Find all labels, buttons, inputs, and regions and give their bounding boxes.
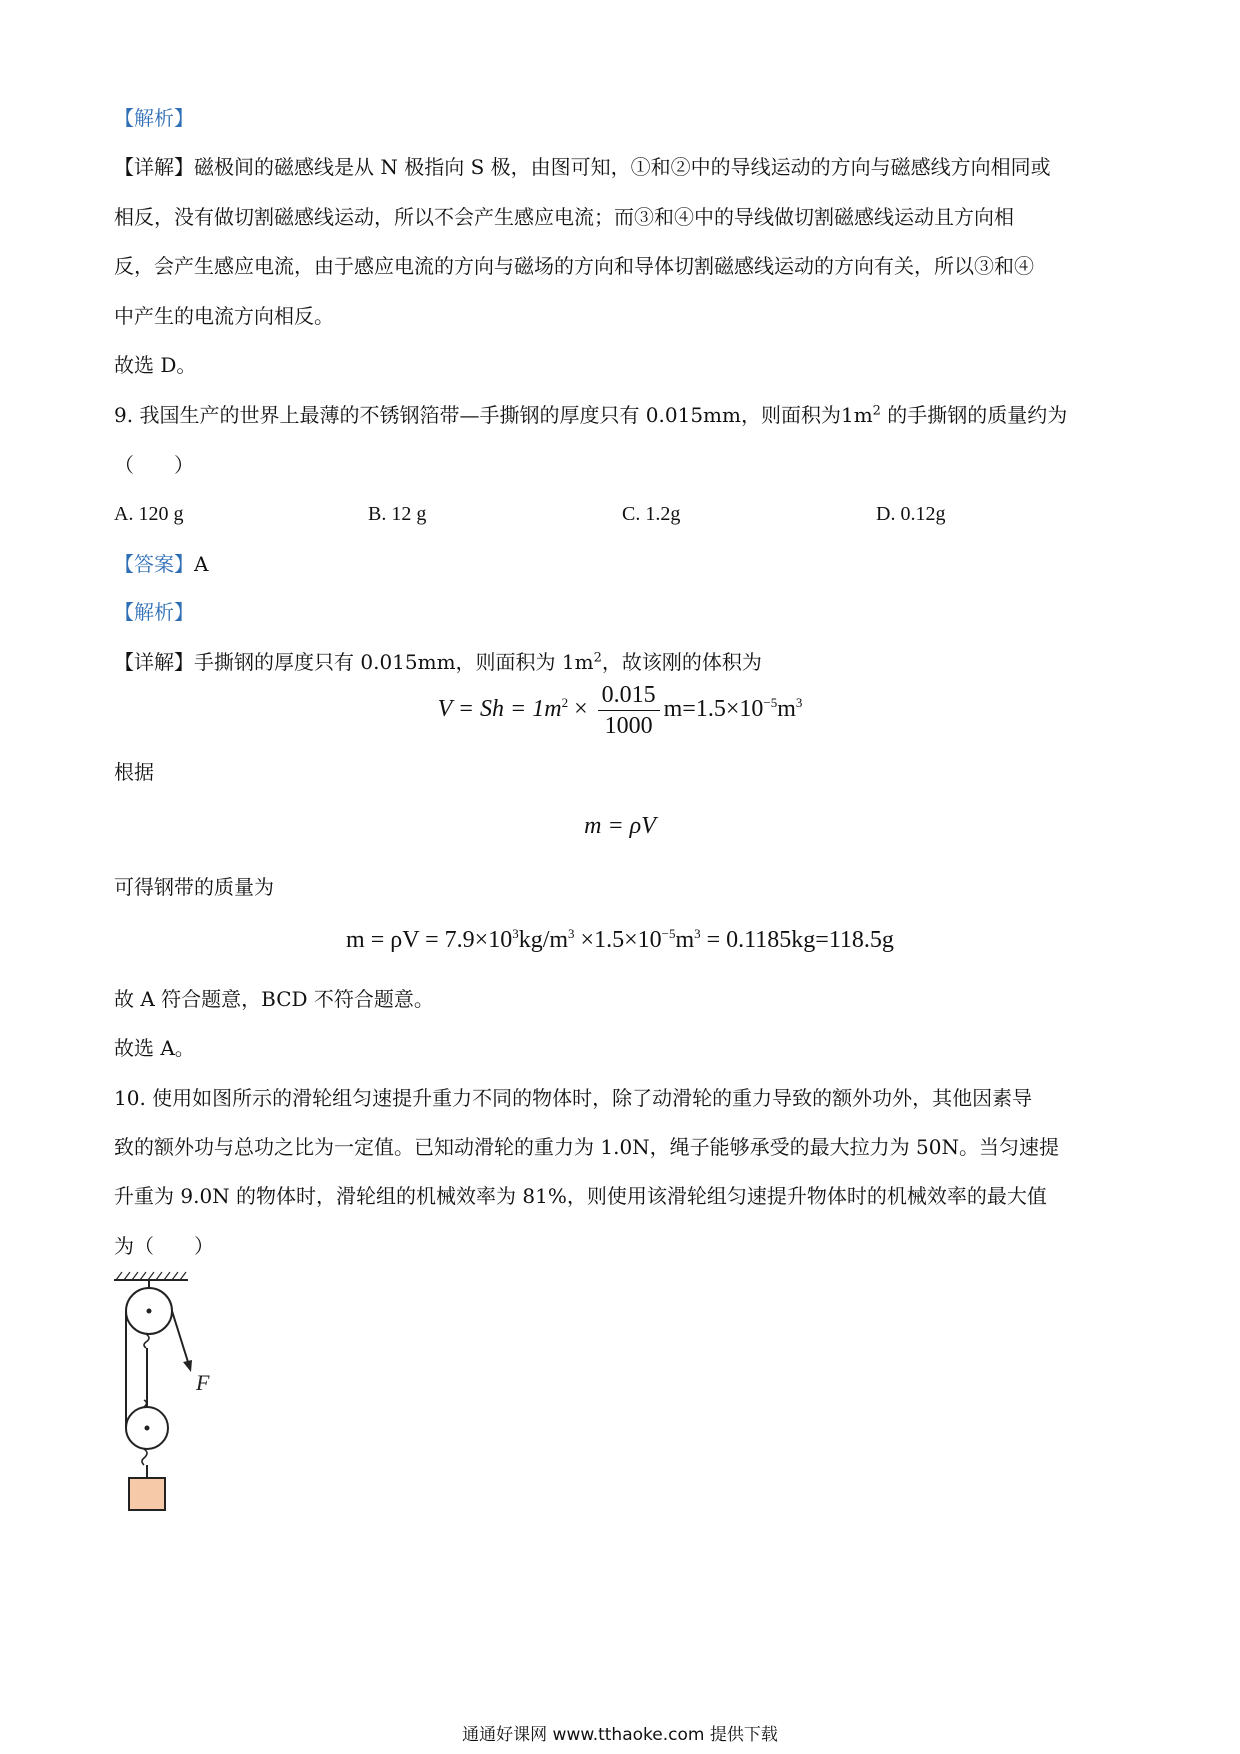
genju-line: 根据: [114, 760, 154, 784]
eq1-rhs-a: m=1.5×10: [663, 696, 764, 723]
choose-a-line: 故选 A。: [114, 1036, 195, 1060]
detail-paragraph-line-4: 中产生的电流方向相反。: [114, 304, 334, 328]
conclusion-line: 故 A 符合题意，BCD 不符合题意。: [114, 987, 434, 1011]
force-label: F: [196, 1370, 210, 1395]
q9-option-a: A. 120 g: [114, 503, 184, 525]
movable-pulley-hook-top: [144, 1400, 147, 1407]
q9-option-d: D. 0.12g: [876, 503, 946, 525]
q9-option-c: C. 1.2g: [622, 503, 681, 525]
detail-tag: 【详解】: [114, 650, 194, 674]
q9-option-b: B. 12 g: [368, 503, 427, 525]
load-block: [129, 1478, 165, 1510]
detail-text-b: ，故该刚的体积为: [601, 650, 762, 674]
eq1-numerator: 0.015: [598, 680, 660, 711]
q9-stem-line-2: （ ）: [114, 453, 194, 477]
fixed-pulley-hook: [144, 1334, 149, 1348]
eq3-c: ×1.5×10: [574, 927, 662, 953]
q10-stem-line-1: 10. 使用如图所示的滑轮组匀速提升重力不同的物体时，除了动滑轮的重力导致的额外功外，其他因素导: [114, 1086, 1033, 1110]
eq1-lhs: V = Sh = 1m: [437, 696, 562, 723]
answer-tag: 【答案】: [114, 552, 194, 576]
page-footer: 通通好课网 www.tthaoke.com 提供下载: [462, 1725, 778, 1745]
rope-pull: [172, 1311, 188, 1362]
q9-detail-line: [114, 648, 1134, 676]
eq3-sup-d: 3: [694, 926, 701, 941]
mass-equation: [0, 925, 1240, 955]
q9-analysis-heading: [114, 598, 1134, 626]
q9-stem-a: 9. 我国生产的世界上最薄的不锈钢箔带—手撕钢的厚度只有 0.015mm，则面积为1m: [114, 403, 873, 427]
detail-text: 磁极间的磁感线是从 N 极指向 S 极，由图可知，①和②中的导线运动的方向与磁感线方向相同或: [194, 155, 1051, 179]
eq1-times: ×: [568, 696, 594, 723]
eq3-d: m: [675, 927, 695, 953]
eq3-b: kg/m: [518, 927, 569, 953]
q10-stem-line-3: 升重为 9.0N 的物体时，滑轮组的机械效率为 81%，则使用该滑轮组匀速提升物体时的机械效率的最大值: [114, 1184, 1047, 1208]
detail-text-a: 手撕钢的厚度只有 0.015mm，则面积为 1m: [194, 650, 594, 674]
eq1-rhs-sup2: 3: [795, 695, 803, 711]
load-hook: [142, 1449, 147, 1465]
volume-equation: [0, 680, 1240, 741]
eq1-rhs-b: m: [777, 696, 796, 723]
eq3-e: = 0.1185kg=118.5g: [700, 927, 894, 953]
eq3-a: m = ρV = 7.9×10: [346, 927, 513, 953]
eq1-fraction: [598, 680, 660, 741]
q9-stem-b: 的手撕钢的质量约为: [880, 403, 1068, 427]
fixed-pulley-axle: [147, 1309, 152, 1314]
eq2-text: m = ρV: [584, 813, 656, 839]
detail-paragraph-line-2: 相反，没有做切割磁感线运动，所以不会产生感应电流；而③和④中的导线做切割磁感线运动且方向相: [114, 205, 1014, 229]
detail-paragraph-line-3: 反，会产生感应电流，由于感应电流的方向与磁场的方向和导体切割磁感线运动的方向有关，所以③和④: [114, 254, 1034, 278]
eq1-denominator: 1000: [604, 713, 653, 739]
kede-line: 可得钢带的质量为: [114, 875, 274, 899]
choose-d-line: 故选 D。: [114, 353, 197, 377]
analysis-heading: [114, 104, 1134, 132]
detail-sup: 2: [593, 650, 602, 666]
pulley-system-figure: [110, 1262, 230, 1522]
eq3-sup-a: 3: [512, 926, 519, 941]
q9-stem-sup: 2: [872, 403, 881, 419]
q10-stem-line-4: 为（ ）: [114, 1234, 214, 1258]
analysis-tag: 【解析】: [114, 600, 194, 624]
analysis-tag: 【解析】: [114, 106, 194, 130]
q9-answer-line: [114, 550, 1134, 578]
q9-stem-line-1: [114, 401, 1134, 429]
eq3-sup-b: 3: [568, 926, 575, 941]
answer-value: A: [194, 552, 209, 576]
ceiling-hatching: [116, 1272, 186, 1280]
force-arrowhead: [183, 1360, 192, 1372]
density-equation: [0, 811, 1240, 841]
detail-tag: 【详解】: [114, 155, 194, 179]
detail-paragraph-line-1: [114, 153, 1134, 181]
eq3-sup-c: −5: [661, 926, 676, 941]
eq1-rhs-sup: −5: [763, 695, 778, 711]
movable-pulley-axle: [145, 1426, 150, 1431]
q10-stem-line-2: 致的额外功与总功之比为一定值。已知动滑轮的重力为 1.0N，绳子能够承受的最大拉力为 50N。当匀速提: [114, 1135, 1059, 1159]
eq1-sup1: 2: [561, 695, 569, 711]
